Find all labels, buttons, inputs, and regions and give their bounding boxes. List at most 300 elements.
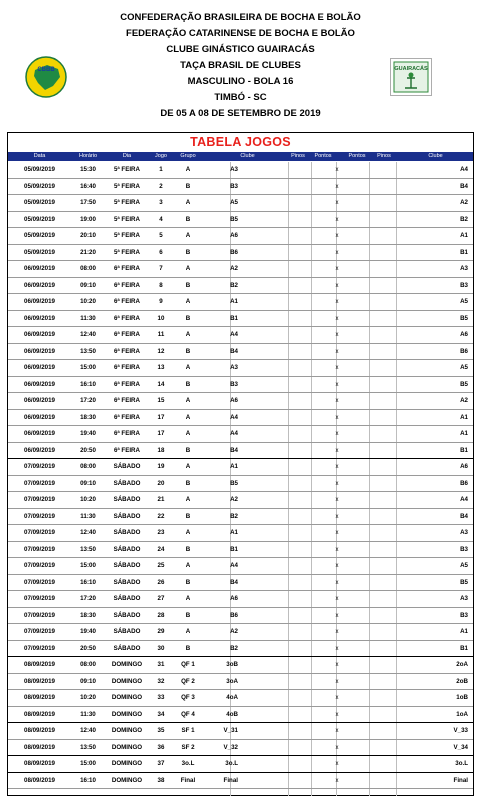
table-row bbox=[8, 195, 473, 212]
cell-club-home: A4 bbox=[230, 413, 238, 421]
cell-date: 06/09/2019 bbox=[24, 430, 55, 437]
score-separator: x bbox=[335, 596, 339, 602]
cell-date: 06/09/2019 bbox=[24, 413, 55, 421]
cell-date: 06/09/2019 bbox=[24, 446, 55, 454]
cell-time: 15:00 bbox=[80, 760, 96, 767]
cell-date: 06/09/2019 bbox=[24, 380, 55, 388]
cell-group: QF 3 bbox=[181, 694, 195, 701]
cell-group: A bbox=[185, 595, 191, 602]
score-separator: x bbox=[335, 183, 339, 190]
cell-time: 15:00 bbox=[80, 364, 96, 371]
table-header-row bbox=[8, 152, 473, 161]
cell-club-home: B1 bbox=[230, 314, 238, 322]
table-row bbox=[8, 558, 473, 575]
cell-game-number: 13 bbox=[157, 364, 165, 371]
cell-group: QF 4 bbox=[181, 710, 195, 718]
cell-game-number: 17 bbox=[157, 413, 165, 421]
cell-weekday: 6ª FEIRA bbox=[113, 265, 140, 272]
score-separator: x bbox=[335, 249, 339, 256]
cell-club-away: B1 bbox=[460, 446, 468, 454]
cell-club-away: B1 bbox=[460, 644, 468, 652]
cell-date: 08/09/2019 bbox=[24, 743, 55, 751]
cell-time: 20:10 bbox=[80, 232, 96, 239]
cell-game-number: 9 bbox=[159, 298, 163, 305]
cell-game-number: 5 bbox=[159, 232, 163, 239]
cell-game-number: 8 bbox=[159, 281, 163, 289]
score-separator: x bbox=[335, 695, 339, 701]
table-row bbox=[8, 476, 473, 493]
cell-date: 08/09/2019 bbox=[24, 710, 55, 718]
games-table bbox=[7, 132, 474, 796]
cell-game-number: 12 bbox=[157, 347, 165, 355]
table-row bbox=[8, 608, 473, 625]
table-row bbox=[8, 294, 473, 311]
cell-weekday: DOMINGO bbox=[111, 727, 143, 734]
cell-club-away: B3 bbox=[460, 545, 468, 553]
cell-club-home: B2 bbox=[230, 512, 238, 520]
cell-club-away: 2oA bbox=[456, 661, 468, 668]
cell-club-away: A5 bbox=[460, 364, 468, 371]
cell-date: 06/09/2019 bbox=[24, 298, 55, 305]
col-pinos-1: Pinos bbox=[291, 153, 305, 159]
cell-club-away: B5 bbox=[460, 380, 468, 388]
col-jogo: Jogo bbox=[155, 153, 167, 159]
table-row bbox=[8, 624, 473, 641]
cell-group: B bbox=[185, 347, 191, 355]
cell-club-away: A1 bbox=[460, 413, 468, 421]
cell-time: 20:50 bbox=[80, 644, 96, 652]
table-row bbox=[8, 707, 473, 724]
table-row bbox=[8, 542, 473, 559]
cell-club-away: B4 bbox=[460, 182, 468, 190]
cell-group: B bbox=[185, 182, 191, 190]
header-federation: FEDERAÇÃO CATARINENSE DE BOCHA E BOLÃO bbox=[126, 28, 355, 39]
cell-group: A bbox=[185, 298, 191, 305]
cell-date: 08/09/2019 bbox=[24, 776, 55, 784]
cell-club-home: A4 bbox=[230, 331, 238, 338]
table-row bbox=[8, 393, 473, 410]
table-row bbox=[8, 179, 473, 196]
cell-club-away: A2 bbox=[460, 199, 468, 206]
cell-game-number: 22 bbox=[157, 512, 165, 520]
cell-weekday: SÁBADO bbox=[113, 628, 141, 635]
cell-club-away: A3 bbox=[460, 595, 468, 602]
cell-group: A bbox=[185, 331, 191, 338]
score-separator: x bbox=[335, 497, 339, 503]
cell-date: 06/09/2019 bbox=[24, 397, 55, 404]
cell-club-home: 4oB bbox=[226, 710, 238, 718]
cell-time: 16:40 bbox=[80, 182, 96, 190]
cell-club-home: V_32 bbox=[223, 743, 238, 751]
cell-time: 08:00 bbox=[80, 463, 96, 470]
cell-group: SF 1 bbox=[181, 727, 195, 734]
cell-club-home: 3oA bbox=[226, 677, 238, 685]
cell-time: 17:20 bbox=[80, 595, 96, 602]
col-pinos-2: Pinos bbox=[377, 153, 391, 159]
cell-club-away: A1 bbox=[460, 430, 468, 437]
cell-time: 16:10 bbox=[80, 776, 96, 784]
cell-time: 09:10 bbox=[80, 677, 96, 685]
cell-date: 06/09/2019 bbox=[24, 331, 55, 338]
document-header bbox=[0, 0, 481, 130]
cell-time: 11:30 bbox=[80, 314, 96, 322]
table-row bbox=[8, 459, 473, 476]
cell-club-home: B4 bbox=[230, 578, 238, 586]
table-row bbox=[8, 690, 473, 707]
cell-group: A bbox=[185, 496, 191, 503]
cell-club-away: A5 bbox=[460, 562, 468, 569]
col-pontos-2: Pontos bbox=[348, 153, 366, 159]
cell-club-home: B3 bbox=[230, 182, 238, 190]
table-row bbox=[8, 344, 473, 361]
cell-date: 07/09/2019 bbox=[24, 628, 55, 635]
score-separator: x bbox=[335, 728, 339, 734]
cell-club-home: A4 bbox=[230, 562, 238, 569]
table-row bbox=[8, 360, 473, 377]
cell-club-home: A1 bbox=[230, 529, 238, 536]
table-row bbox=[8, 410, 473, 427]
table-row bbox=[8, 674, 473, 691]
score-separator: x bbox=[335, 447, 339, 454]
cell-date: 05/09/2019 bbox=[24, 199, 55, 206]
cell-game-number: 3 bbox=[159, 199, 163, 206]
table-row bbox=[8, 377, 473, 394]
cell-date: 06/09/2019 bbox=[24, 364, 55, 371]
cell-club-away: B4 bbox=[460, 512, 468, 520]
cell-date: 05/09/2019 bbox=[24, 215, 55, 223]
table-row bbox=[8, 525, 473, 542]
score-separator: x bbox=[335, 645, 339, 652]
cell-weekday: 5ª FEIRA bbox=[113, 215, 140, 223]
cell-group: A bbox=[185, 562, 191, 569]
score-separator: x bbox=[335, 266, 339, 272]
col-data: Data bbox=[33, 153, 46, 159]
cbbb-logo bbox=[25, 56, 67, 98]
cell-club-home: B5 bbox=[230, 215, 238, 223]
cell-weekday: DOMINGO bbox=[111, 776, 143, 784]
cell-club-away: A3 bbox=[460, 529, 468, 536]
cell-weekday: SÁBADO bbox=[113, 578, 141, 586]
cell-date: 05/09/2019 bbox=[24, 232, 55, 239]
cell-group: QF 2 bbox=[181, 677, 195, 685]
cell-time: 11:30 bbox=[80, 512, 96, 520]
cell-club-away: Final bbox=[453, 776, 468, 784]
table-row bbox=[8, 426, 473, 443]
header-confederation: CONFEDERAÇÃO BRASILEIRA DE BOCHA E BOLÃO bbox=[120, 12, 361, 23]
score-separator: x bbox=[335, 513, 339, 520]
cell-date: 06/09/2019 bbox=[24, 314, 55, 322]
cell-group: 3o.L bbox=[181, 760, 195, 767]
table-row bbox=[8, 591, 473, 608]
cell-weekday: 6ª FEIRA bbox=[113, 298, 140, 305]
cell-weekday: 6ª FEIRA bbox=[113, 347, 140, 355]
score-separator: x bbox=[335, 282, 339, 289]
cell-game-number: 7 bbox=[159, 265, 163, 272]
cell-weekday: 5ª FEIRA bbox=[113, 166, 140, 173]
cell-game-number: 31 bbox=[157, 661, 165, 668]
cell-group: B bbox=[185, 281, 191, 289]
cell-group: SF 2 bbox=[181, 743, 195, 751]
cell-weekday: SÁBADO bbox=[113, 595, 141, 602]
table-row bbox=[8, 212, 473, 229]
cell-time: 12:40 bbox=[80, 727, 96, 734]
cell-weekday: SÁBADO bbox=[113, 512, 141, 520]
header-city: TIMBÓ - SC bbox=[214, 92, 267, 103]
cell-club-away: 2oB bbox=[456, 677, 468, 685]
cell-time: 09:10 bbox=[80, 479, 96, 487]
cell-weekday: SÁBADO bbox=[113, 463, 141, 470]
cell-group: A bbox=[185, 628, 191, 635]
cell-date: 06/09/2019 bbox=[24, 281, 55, 289]
cell-club-home: A6 bbox=[230, 397, 238, 404]
cell-weekday: 6ª FEIRA bbox=[113, 413, 140, 421]
cell-date: 08/09/2019 bbox=[24, 694, 55, 701]
header-club: CLUBE GINÁSTICO GUAIRACÁS bbox=[166, 44, 315, 55]
col-dia: Dia bbox=[122, 153, 132, 159]
cell-game-number: 17 bbox=[157, 430, 165, 437]
svg-text:GUAIRACÁS: GUAIRACÁS bbox=[394, 66, 428, 72]
guairacas-logo bbox=[390, 58, 432, 96]
cell-time: 09:10 bbox=[80, 281, 96, 289]
cell-time: 13:50 bbox=[80, 545, 96, 553]
cell-club-away: A6 bbox=[460, 463, 468, 470]
col-grupo: Grupo bbox=[180, 153, 196, 159]
cell-group: B bbox=[185, 578, 191, 586]
cell-date: 05/09/2019 bbox=[24, 182, 55, 190]
cell-date: 06/09/2019 bbox=[24, 347, 55, 355]
cell-weekday: 6ª FEIRA bbox=[113, 380, 140, 388]
cell-time: 19:40 bbox=[80, 628, 96, 635]
cell-weekday: DOMINGO bbox=[111, 760, 143, 767]
cell-time: 18:30 bbox=[80, 413, 96, 421]
cell-date: 06/09/2019 bbox=[24, 265, 55, 272]
cell-club-home: B4 bbox=[230, 446, 238, 454]
cell-weekday: 6ª FEIRA bbox=[113, 364, 140, 371]
cell-date: 07/09/2019 bbox=[24, 496, 55, 503]
score-separator: x bbox=[335, 744, 339, 751]
cell-time: 17:50 bbox=[80, 199, 96, 206]
cell-date: 08/09/2019 bbox=[24, 661, 55, 668]
cell-time: 08:00 bbox=[80, 265, 96, 272]
cell-club-home: A2 bbox=[230, 265, 238, 272]
table-row bbox=[8, 641, 473, 658]
col-horario: Horário bbox=[78, 153, 98, 159]
cell-game-number: 30 bbox=[157, 644, 165, 652]
cell-game-number: 35 bbox=[157, 727, 165, 734]
cell-weekday: 6ª FEIRA bbox=[113, 314, 140, 322]
cell-group: B bbox=[185, 512, 191, 520]
cell-club-away: 1oB bbox=[456, 694, 468, 701]
cell-club-away: A2 bbox=[460, 397, 468, 404]
cell-weekday: SÁBADO bbox=[113, 545, 141, 553]
table-row bbox=[8, 575, 473, 592]
table-row bbox=[8, 492, 473, 509]
cell-club-away: V_33 bbox=[453, 727, 468, 734]
cell-time: 16:10 bbox=[80, 380, 96, 388]
cell-club-home: V_31 bbox=[223, 727, 238, 734]
cell-club-home: 3o.L bbox=[225, 760, 238, 767]
cell-group: B bbox=[185, 248, 191, 256]
cell-club-home: B2 bbox=[230, 644, 238, 652]
table-row bbox=[8, 756, 473, 773]
cell-time: 13:50 bbox=[80, 743, 96, 751]
cell-date: 08/09/2019 bbox=[24, 677, 55, 685]
cell-game-number: 4 bbox=[159, 215, 163, 223]
score-separator: x bbox=[335, 629, 339, 635]
cell-group: B bbox=[185, 611, 191, 619]
cell-date: 07/09/2019 bbox=[24, 529, 55, 536]
cell-game-number: 28 bbox=[157, 611, 165, 619]
cell-game-number: 14 bbox=[157, 380, 165, 388]
score-separator: x bbox=[335, 200, 339, 206]
cell-club-home: B6 bbox=[230, 248, 238, 256]
cell-club-home: B3 bbox=[230, 380, 238, 388]
cell-group: B bbox=[185, 479, 191, 487]
cell-weekday: 5ª FEIRA bbox=[113, 232, 140, 239]
table-row bbox=[8, 657, 473, 674]
cell-time: 19:00 bbox=[80, 215, 96, 223]
cell-club-home: A3 bbox=[230, 364, 238, 371]
cell-game-number: 25 bbox=[157, 562, 165, 569]
score-separator: x bbox=[335, 332, 339, 338]
cell-game-number: 18 bbox=[157, 446, 165, 454]
cell-weekday: DOMINGO bbox=[111, 677, 143, 685]
cell-weekday: 5ª FEIRA bbox=[113, 182, 140, 190]
cell-weekday: 6ª FEIRA bbox=[113, 397, 140, 404]
cell-group: A bbox=[185, 397, 191, 404]
cell-club-away: A5 bbox=[460, 298, 468, 305]
cell-date: 07/09/2019 bbox=[24, 644, 55, 652]
table-title: TABELA JOGOS bbox=[190, 135, 291, 149]
cell-game-number: 20 bbox=[157, 479, 165, 487]
table-row bbox=[8, 162, 473, 179]
cell-group: B bbox=[185, 446, 191, 454]
cell-date: 05/09/2019 bbox=[24, 166, 55, 173]
score-separator: x bbox=[335, 315, 339, 322]
col-clube-1: Clube bbox=[240, 153, 255, 159]
cell-date: 08/09/2019 bbox=[24, 760, 55, 767]
cell-club-away: A1 bbox=[460, 628, 468, 635]
header-category: MASCULINO - BOLA 16 bbox=[187, 76, 294, 87]
cell-club-away: A4 bbox=[460, 166, 468, 173]
cell-game-number: 34 bbox=[157, 710, 165, 718]
cell-club-home: B5 bbox=[230, 479, 238, 487]
cell-club-away: A4 bbox=[460, 496, 468, 503]
table-row bbox=[8, 740, 473, 757]
cell-game-number: 36 bbox=[157, 743, 165, 751]
table-row bbox=[8, 228, 473, 245]
cell-time: 10:20 bbox=[80, 496, 96, 503]
col-pontos-1: Pontos bbox=[314, 153, 332, 159]
cell-game-number: 2 bbox=[159, 182, 163, 190]
cell-club-away: A1 bbox=[460, 232, 468, 239]
cell-time: 15:00 bbox=[80, 562, 96, 569]
cell-club-away: B2 bbox=[460, 215, 468, 223]
cell-weekday: SÁBADO bbox=[113, 479, 141, 487]
cell-date: 07/09/2019 bbox=[24, 545, 55, 553]
cell-group: B bbox=[185, 644, 191, 652]
header-dates: DE 05 A 08 DE SETEMBRO DE 2019 bbox=[160, 108, 321, 119]
score-separator: x bbox=[335, 348, 339, 355]
cell-date: 07/09/2019 bbox=[24, 595, 55, 602]
cell-game-number: 24 bbox=[157, 545, 165, 553]
cell-date: 08/09/2019 bbox=[24, 727, 55, 734]
score-separator: x bbox=[335, 711, 339, 718]
table-row bbox=[8, 311, 473, 328]
cell-club-home: A3 bbox=[230, 166, 238, 173]
cell-club-away: 1oA bbox=[456, 710, 468, 718]
cell-weekday: SÁBADO bbox=[113, 562, 141, 569]
cell-group: A bbox=[185, 166, 191, 173]
cell-club-away: B3 bbox=[460, 611, 468, 619]
score-separator: x bbox=[335, 299, 339, 305]
score-separator: x bbox=[335, 216, 339, 223]
cell-club-home: B6 bbox=[230, 611, 238, 619]
cell-club-home: A6 bbox=[230, 595, 238, 602]
score-separator: x bbox=[335, 612, 339, 619]
score-separator: x bbox=[335, 530, 339, 536]
table-row bbox=[8, 261, 473, 278]
table-row bbox=[8, 278, 473, 295]
cell-club-away: V_34 bbox=[453, 743, 468, 751]
cell-game-number: 38 bbox=[157, 776, 165, 784]
cell-game-number: 1 bbox=[159, 166, 163, 173]
cell-club-home: A1 bbox=[230, 298, 238, 305]
cell-club-home: A6 bbox=[230, 232, 238, 239]
cell-club-away: 3o.L bbox=[455, 760, 468, 767]
score-separator: x bbox=[335, 546, 339, 553]
cell-game-number: 21 bbox=[157, 496, 165, 503]
table-row bbox=[8, 327, 473, 344]
cell-club-home: A2 bbox=[230, 496, 238, 503]
cell-date: 07/09/2019 bbox=[24, 479, 55, 487]
cell-club-home: 3oB bbox=[226, 661, 238, 668]
cell-time: 16:10 bbox=[80, 578, 96, 586]
cell-time: 18:30 bbox=[80, 611, 96, 619]
cell-game-number: 15 bbox=[157, 397, 165, 404]
cell-group: A bbox=[185, 265, 191, 272]
cell-group: B bbox=[185, 215, 191, 223]
cell-group: Final bbox=[180, 776, 196, 784]
score-separator: x bbox=[335, 414, 339, 421]
cell-time: 12:40 bbox=[80, 529, 96, 536]
cell-game-number: 27 bbox=[157, 595, 165, 602]
cell-game-number: 32 bbox=[157, 677, 165, 685]
cell-time: 20:50 bbox=[80, 446, 96, 454]
cell-weekday: SÁBADO bbox=[113, 644, 141, 652]
cell-date: 07/09/2019 bbox=[24, 578, 55, 586]
cell-club-away: B6 bbox=[460, 347, 468, 355]
header-tournament: TAÇA BRASIL DE CLUBES bbox=[180, 60, 301, 71]
score-separator: x bbox=[335, 431, 339, 437]
cell-group: A bbox=[185, 232, 191, 239]
score-separator: x bbox=[335, 777, 339, 784]
cell-weekday: 6ª FEIRA bbox=[113, 281, 140, 289]
score-separator: x bbox=[335, 167, 339, 173]
cell-weekday: DOMINGO bbox=[111, 710, 143, 718]
cell-time: 13:50 bbox=[80, 347, 96, 355]
score-separator: x bbox=[335, 678, 339, 685]
table-row bbox=[8, 723, 473, 740]
cell-date: 07/09/2019 bbox=[24, 463, 55, 470]
svg-text:CBBB: CBBB bbox=[37, 67, 55, 73]
cell-club-away: A6 bbox=[460, 331, 468, 338]
cell-time: 08:00 bbox=[80, 661, 96, 668]
cell-game-number: 6 bbox=[159, 248, 163, 256]
cell-game-number: 29 bbox=[157, 628, 165, 635]
cell-weekday: 5ª FEIRA bbox=[113, 199, 140, 206]
cell-group: B bbox=[185, 545, 191, 553]
